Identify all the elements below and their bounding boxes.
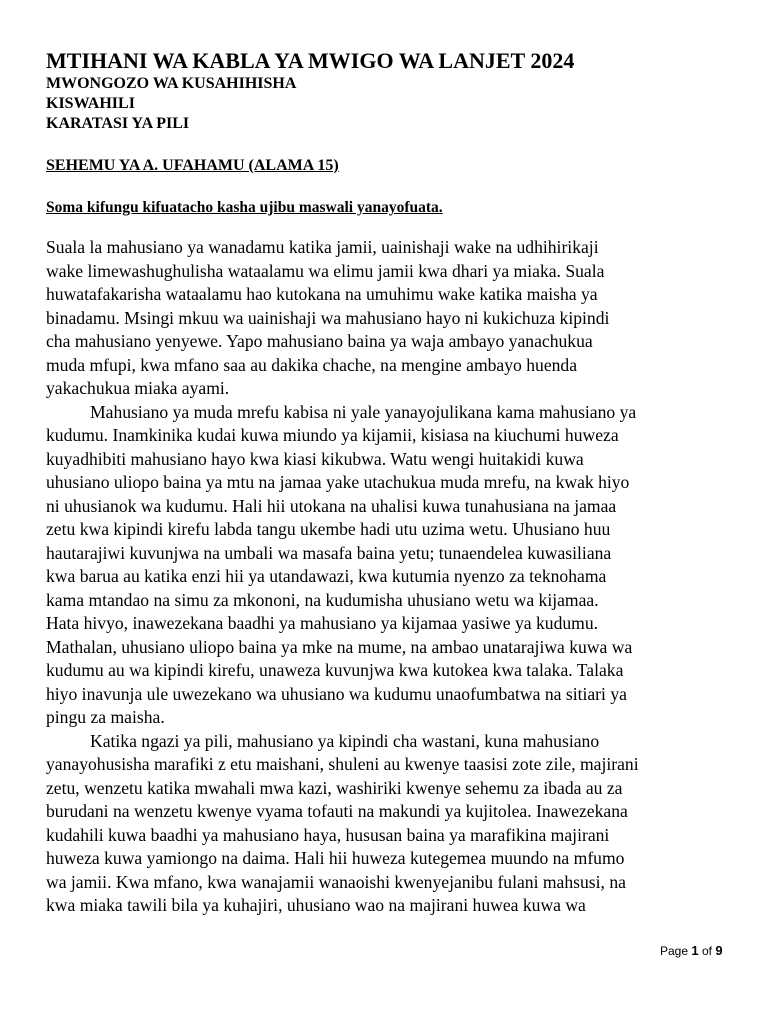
total-pages: 9	[715, 943, 723, 958]
passage-line: zetu kwa kipindi kirefu labda tangu ukembe hadi utu uzima wetu. Uhusiano huu	[46, 519, 611, 539]
passage-line: kuyadhibiti mahusiano hayo kwa kiasi kikubwa. Watu wengi huitakidi kuwa	[46, 448, 584, 469]
passage-line: kama mtandao na simu za mkononi, na kudumisha uhusiano wetu wa kijamaa.	[46, 589, 599, 610]
document-page	[46, 48, 726, 918]
passage-line: Mahusiano ya muda mrefu kabisa ni yale yanayojulikana kama mahusiano ya	[90, 401, 637, 422]
passage-line: uhusiano uliopo baina ya mtu na jamaa yake utachukua muda mrefu, na kwak hiyo	[46, 472, 630, 492]
passage-line: yakachukua miaka ayami.	[46, 378, 230, 398]
passage-line: huweza kuwa yamiongo na daima. Hali hii huweza kutegemea muundo na mfumo	[46, 848, 625, 868]
section-heading: SEHEMU YA A. UFAHAMU (ALAMA 15)	[46, 157, 339, 174]
passage-line: kudumu au wa kipindi kirefu, unaweza kuvunjwa kwa kutokea kwa talaka. Talaka	[46, 660, 624, 680]
comprehension-passage	[46, 236, 726, 918]
passage-line: kudahili kuwa baadhi ya mahusiano haya, hususan baina ya marafikina majirani	[46, 824, 610, 845]
page-label: Page	[660, 944, 689, 958]
passage-line: wa jamii. Kwa mfano, kwa wanajamii wanaoishi kwenyejanibu fulani mahsusi, na	[46, 871, 626, 892]
passage-line: burudani na wenzetu kwenye vyama tofauti na makundi ya kujitolea. Inawezekana	[46, 801, 628, 821]
passage-line: zetu, wenzetu katika mwahali mwa kazi, washiriki kwenye sehemu za ibada au za	[46, 777, 623, 798]
passage-line: kwa miaka tawili bila ya kuhajiri, uhusiano wao na majirani huwea kuwa wa	[46, 895, 586, 915]
passage-line: kudumu. Inamkinika kudai kuwa miundo ya kijamii, kisiasa na kiuchumi huweza	[46, 425, 619, 445]
passage-line: Hata hivyo, inawezekana baadhi ya mahusiano ya kijamaa yasiwe ya kudumu.	[46, 613, 599, 633]
passage-line: pingu za maisha.	[46, 707, 165, 727]
passage-line: Mathalan, uhusiano uliopo baina ya mke na mume, na ambao unatarajiwa kuwa wa	[46, 636, 633, 657]
section-instruction: Soma kifungu kifuatacho kasha ujibu maswali yanayofuata.	[46, 199, 443, 216]
current-page-number: 1	[691, 943, 699, 958]
page-number-footer	[660, 943, 723, 958]
marking-guide-subtitle: MWONGOZO WA KUSAHIHISHA	[46, 75, 297, 92]
passage-line: Suala la mahusiano ya wanadamu katika jamii, uainishaji wake na udhihirikaji	[46, 237, 599, 257]
paper-name: KARATASI YA PILI	[46, 115, 190, 132]
subject-name: KISWAHILI	[46, 95, 135, 112]
passage-line: hiyo inavunja ule uwezekano wa uhusiano wa kudumu unaofumbatwa na sitiari ya	[46, 683, 627, 704]
passage-line: wake limewashughulisha wataalamu wa elimu jamii kwa dhari ya miaka. Suala	[46, 260, 605, 281]
passage-line: huwatafakarisha wataalamu hao kutokana na umuhimu wake katika maisha ya	[46, 284, 598, 304]
passage-line: hautarajiwi kuvunjwa na umbali wa masafa baina yetu; tunaendelea kuwasiliana	[46, 542, 612, 563]
passage-line: Katika ngazi ya pili, mahusiano ya kipindi cha wastani, kuna mahusiano	[90, 730, 600, 751]
passage-line: binadamu. Msingi mkuu wa uainishaji wa mahusiano hayo ni kukichuza kipindi	[46, 307, 610, 328]
passage-line: ni uhusianok wa kudumu. Hali hii utokana na uhalisi kuwa tunahusiana na jamaa	[46, 495, 617, 516]
passage-line: kwa barua au katika enzi hii ya utandawazi, kwa kutumia nyenzo za teknohama	[46, 566, 607, 586]
of-label: of	[701, 944, 712, 958]
passage-line: yanayohusisha marafiki z etu maishani, shuleni au kwenye taasisi zote zile, majirani	[46, 754, 639, 774]
passage-line: muda mfupi, kwa mfano saa au dakika chache, na mengine ambayo huenda	[46, 354, 578, 375]
passage-line: cha mahusiano yenyewe. Yapo mahusiano baina ya waja ambayo yanachukua	[46, 331, 593, 351]
exam-title: MTIHANI WA KABLA YA MWIGO WA LANJET 2024	[46, 48, 575, 73]
